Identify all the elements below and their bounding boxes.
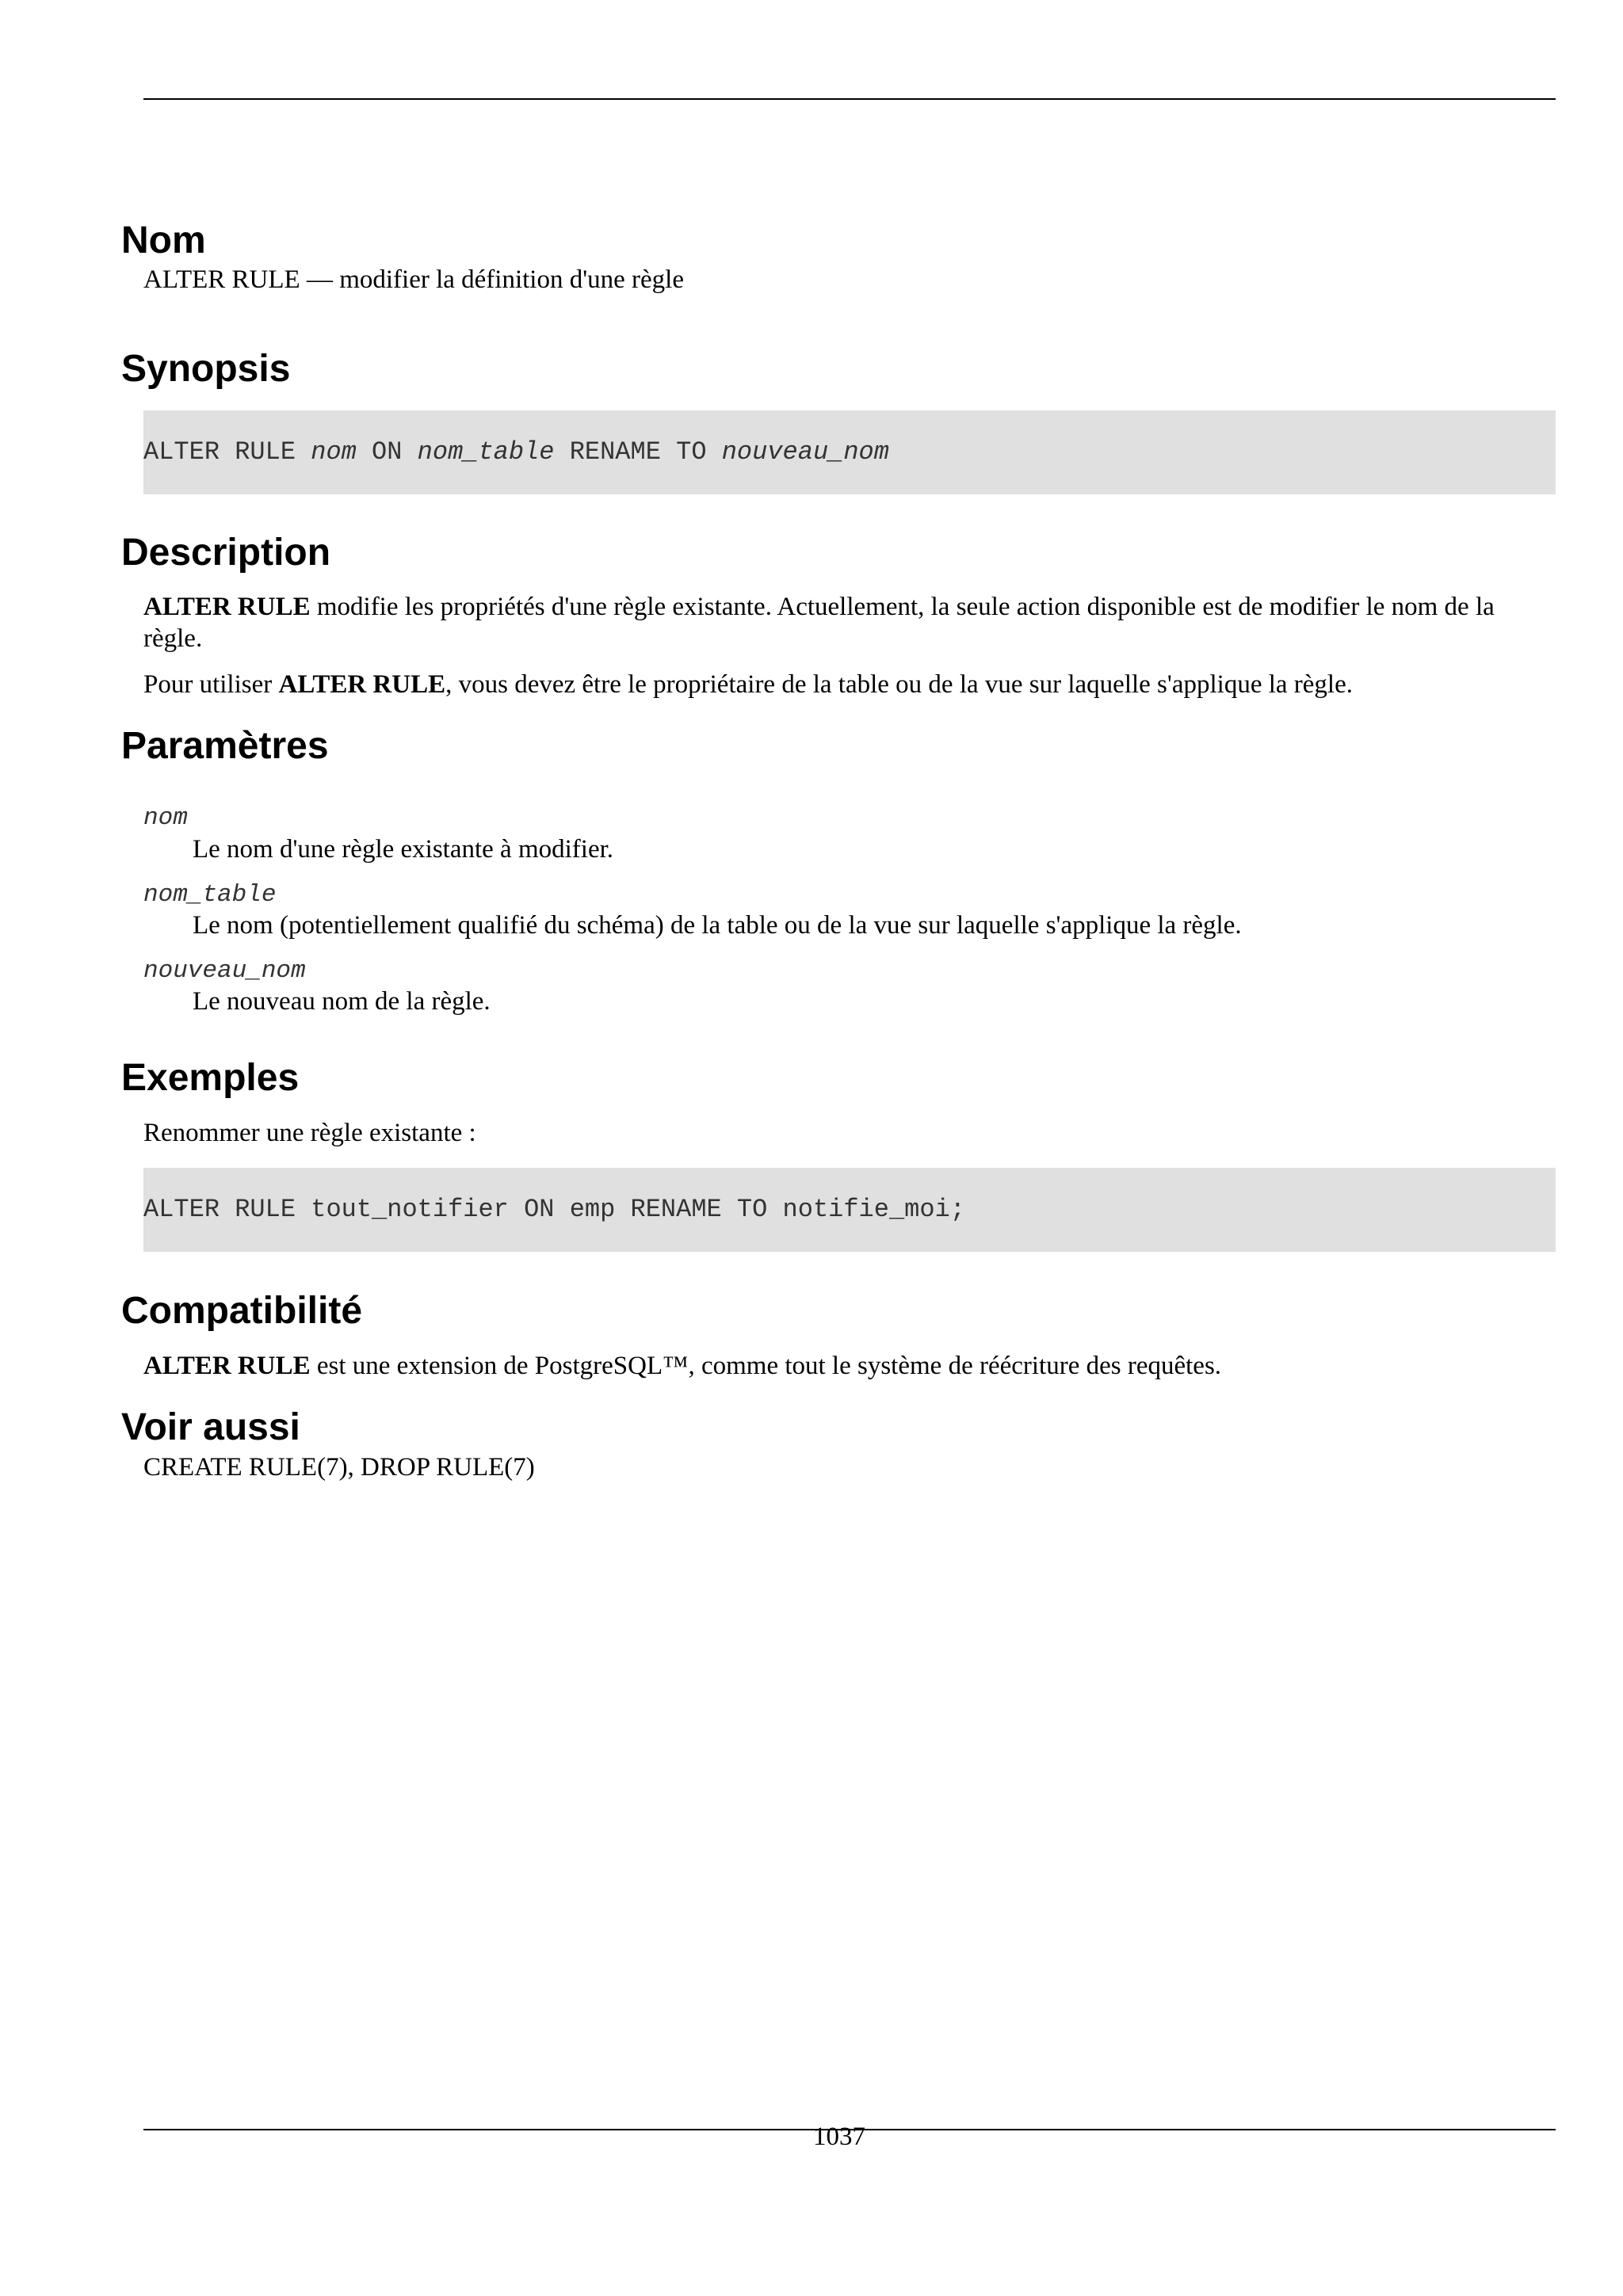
exemples-heading: Exemples bbox=[121, 1057, 300, 1099]
synopsis-code bbox=[143, 433, 889, 471]
synopsis-keyword: RENAME TO bbox=[569, 437, 707, 467]
synopsis-heading: Synopsis bbox=[121, 348, 291, 390]
command-name: ALTER RULE bbox=[278, 670, 446, 699]
voir-aussi-heading: Voir aussi bbox=[121, 1406, 300, 1448]
description-paragraph-2 bbox=[143, 669, 1556, 700]
header-rule bbox=[143, 98, 1556, 100]
param-term-nom: nom bbox=[143, 804, 188, 832]
param-definition-nom-table: Le nom (potentiellement qualifié du schéma) de la table ou de la vue sur laquelle s'applique la règle. bbox=[193, 911, 1242, 940]
page-number: 1037 bbox=[813, 2122, 865, 2151]
compatibilite-rest: est une extension de PostgreSQL™, comme tout le système de réécriture des requêtes. bbox=[310, 1352, 1222, 1380]
synopsis-param-nouveau-nom: nouveau_nom bbox=[721, 437, 889, 467]
parametres-heading: Paramètres bbox=[121, 725, 329, 767]
nom-heading: Nom bbox=[121, 219, 206, 261]
description-heading: Description bbox=[121, 532, 331, 574]
param-term-nouveau-nom: nouveau_nom bbox=[143, 957, 306, 985]
param-definition-nom: Le nom d'une règle existante à modifier. bbox=[193, 835, 614, 864]
command-name: ALTER RULE bbox=[143, 593, 311, 621]
synopsis-param-nom-table: nom_table bbox=[417, 437, 555, 467]
synopsis-keyword: ON bbox=[372, 437, 403, 467]
compatibilite-heading: Compatibilité bbox=[121, 1290, 363, 1332]
exemples-code-block bbox=[143, 1168, 1556, 1252]
description-text: Pour utiliser bbox=[143, 670, 279, 699]
synopsis-code-block bbox=[143, 410, 1556, 494]
nom-text: ALTER RULE — modifier la définition d'une règle bbox=[143, 265, 684, 294]
param-term-nom-table: nom_table bbox=[143, 881, 277, 909]
synopsis-keyword: ALTER RULE bbox=[143, 437, 296, 467]
synopsis-param-nom: nom bbox=[311, 437, 357, 467]
exemples-code: ALTER RULE tout_notifier ON emp RENAME TO notifie_moi; bbox=[143, 1195, 965, 1224]
command-name: ALTER RULE bbox=[143, 1352, 311, 1380]
description-paragraph-1 bbox=[143, 591, 1556, 654]
description-text: modifie les propriétés d'une règle existante. Actuellement, la seule action disponible est de modifier le nom de la règle. bbox=[143, 593, 1495, 653]
compatibilite-text bbox=[143, 1350, 1556, 1382]
voir-aussi-links: CREATE RULE(7), DROP RULE(7) bbox=[143, 1453, 535, 1482]
description-text: , vous devez être le propriétaire de la table ou de la vue sur laquelle s'applique la règle. bbox=[445, 670, 1353, 699]
param-definition-nouveau-nom: Le nouveau nom de la règle. bbox=[193, 987, 491, 1016]
exemples-intro: Renommer une règle existante : bbox=[143, 1119, 476, 1147]
